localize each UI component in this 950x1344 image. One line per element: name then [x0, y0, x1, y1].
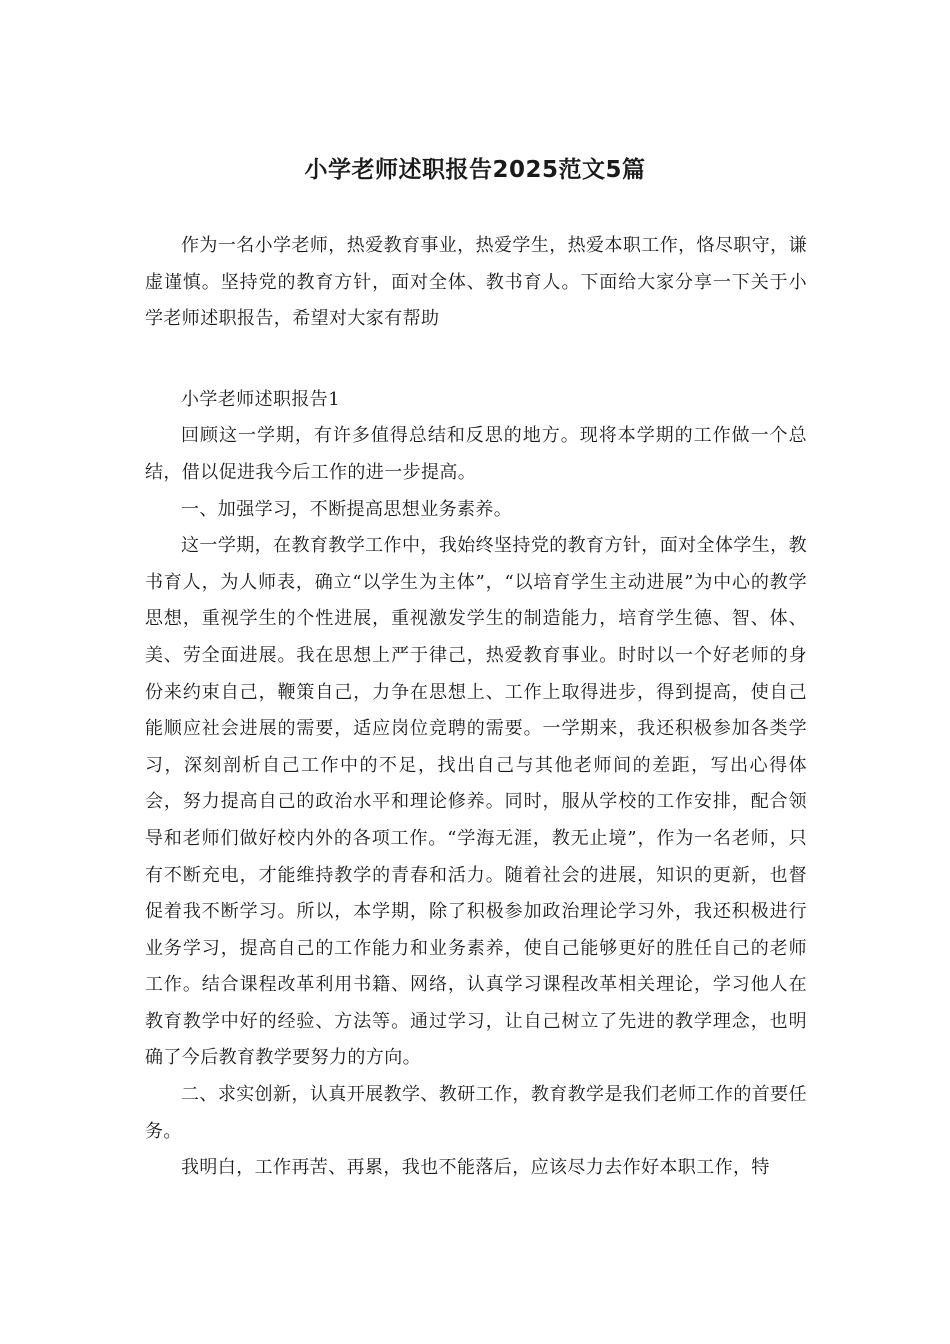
paragraph-review: 回顾这一学期，有许多值得总结和反思的地方。现将本学期的工作做一个总结，借以促进我今后工作的进一步提高。 — [145, 425, 807, 483]
document-title: 小学老师述职报告2025范文5篇 — [304, 157, 646, 183]
intro-paragraph: 作为一名小学老师，热爱教育事业，热爱学生，热爱本职工作，恪尽职守，谦虚谨慎。坚持党的教育方针，面对全体、教书育人。下面给大家分享一下关于小学老师述职报告，希望对大家有帮助 — [145, 235, 807, 330]
section-gap — [145, 338, 807, 382]
paragraph-work: 我明白，工作再苦、再累，我也不能落后，应该尽力去作好本职工作，特 — [181, 1157, 770, 1179]
paragraph-study: 这一学期，在教育教学工作中，我始终坚持党的教育方针，面对全体学生，教书育人，为人师表，确立“以学生为主体”，“以培育学生主动进展”为中心的教学思想，重视学生的个性进展，重视激发学生的制造能力，培育学生德、智、体、美、劳全面进展。我在思想上严于律己，热爱教育事业。时时以一个好老师的身份来约束自己，鞭策自己，力争在思想上、工作上取得进步，得到提高，使自己能顺应社会进展的需要，适应岗位竞聘的需要。一学期来，我还积极参加各类学习，深刻剖析自己工作中的不足，找出自己与其他老师间的差距，写出心得体会，努力提高自己的政治水平和理论修养。同时，服从学校的工作安排，配合领导和老师们做好校内外的各项工作。“学海无涯，教无止境”，作为一名老师，只有不断充电，才能维持教学的青春和活力。随着社会的进展，知识的更新，也督促着我不断学习。所以，本学期，除了积极参加政治理论学习外，我还积极进行业务学习，提高自己的工作能力和业务素养，使自己能够更好的胜任自己的老师工作。结合课程改革利用书籍、网络，认真学习课程改革相关理论，学习他人在教育教学中好的经验、方法等。通过学习，让自己树立了先进的教学理念，也明确了今后教育教学要努力的方向。 — [145, 535, 807, 1069]
section-heading: 小学老师述职报告1 — [181, 388, 341, 410]
heading-study: 一、加强学习，不断提高思想业务素养。 — [181, 498, 513, 520]
document-body — [145, 228, 807, 1187]
heading-innovation: 二、求实创新，认真开展教学、教研工作，教育教学是我们老师工作的首要任务。 — [145, 1084, 807, 1142]
